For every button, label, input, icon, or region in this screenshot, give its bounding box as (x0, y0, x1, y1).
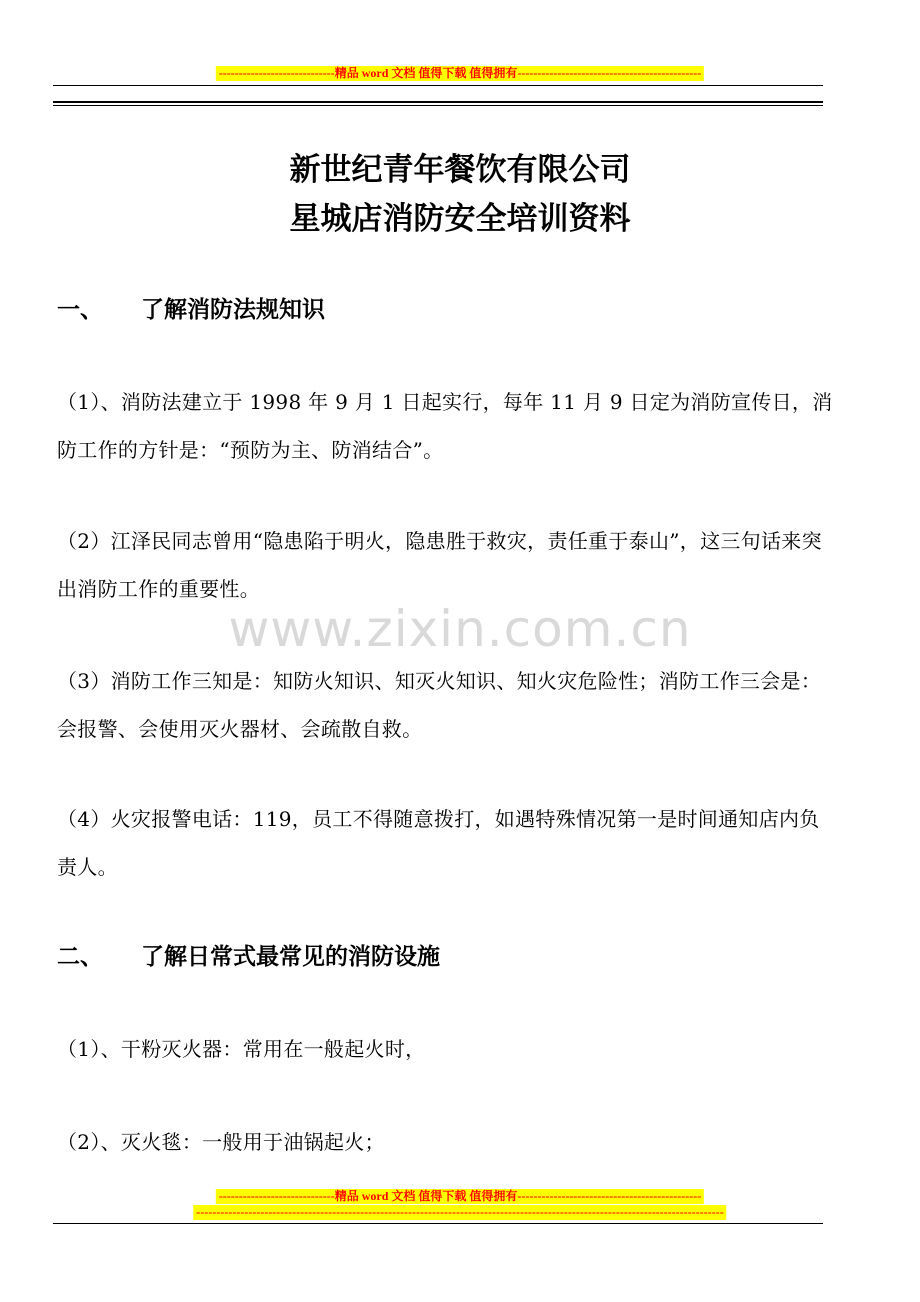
paragraph-1-3: （3）消防工作三知是：知防火知识、知灭火知识、知火灾危险性；消防工作三会是：会报警、会使用灭火器材、会疏散自救。 (57, 669, 822, 741)
paragraph-1-4: （4）火灾报警电话：119，员工不得随意拨打，如遇特殊情况第一是时间通知店内负责人。 (57, 807, 820, 879)
header-banner: -----------------------------精品 word 文档 值得下载 值得拥有---------------------------------------------- (216, 66, 704, 81)
header-rule-double-b (53, 105, 823, 106)
section-number: 一、 (57, 297, 103, 323)
paragraph-1-1: （1）、消防法建立于 1998 年 9 月 1 日起实行，每年 11 月 9 日定为消防宣传日，消防工作的方针是：“预防为主、防消结合”。 (57, 390, 833, 462)
paragraph-2-1: （1）、干粉灭火器：常用在一般起火时， (57, 1037, 426, 1061)
footer-banner: -----------------------------精品 word 文档 值得下载 值得拥有---------------------------------------------- (216, 1189, 704, 1204)
header-rule-double-a (53, 101, 823, 103)
footer-banner-dashes: ------------------------------------------------------------------------------------------------------------------------------------ (193, 1205, 726, 1220)
doc-title-line1: 新世纪青年餐饮有限公司 (289, 152, 631, 188)
section-number: 二、 (57, 944, 103, 970)
section-heading-2 (57, 942, 440, 972)
doc-title-line2: 星城店消防安全培训资料 (289, 201, 631, 237)
paragraph-2-2: （2）、灭火毯：一般用于油锅起火； (57, 1130, 385, 1154)
section-heading-1 (57, 295, 325, 325)
paragraph-1-2: （2）江泽民同志曾用“隐患陷于明火，隐患胜于救灾，责任重于泰山”，这三句话来突出消防工作的重要性。 (57, 529, 822, 601)
footer-rule (53, 1223, 823, 1224)
header-rule-top (53, 85, 823, 86)
section-heading-text: 了解日常式最常见的消防设施 (141, 944, 440, 970)
watermark: www.zixin.com.cn (228, 600, 692, 658)
section-heading-text: 了解消防法规知识 (141, 297, 325, 323)
